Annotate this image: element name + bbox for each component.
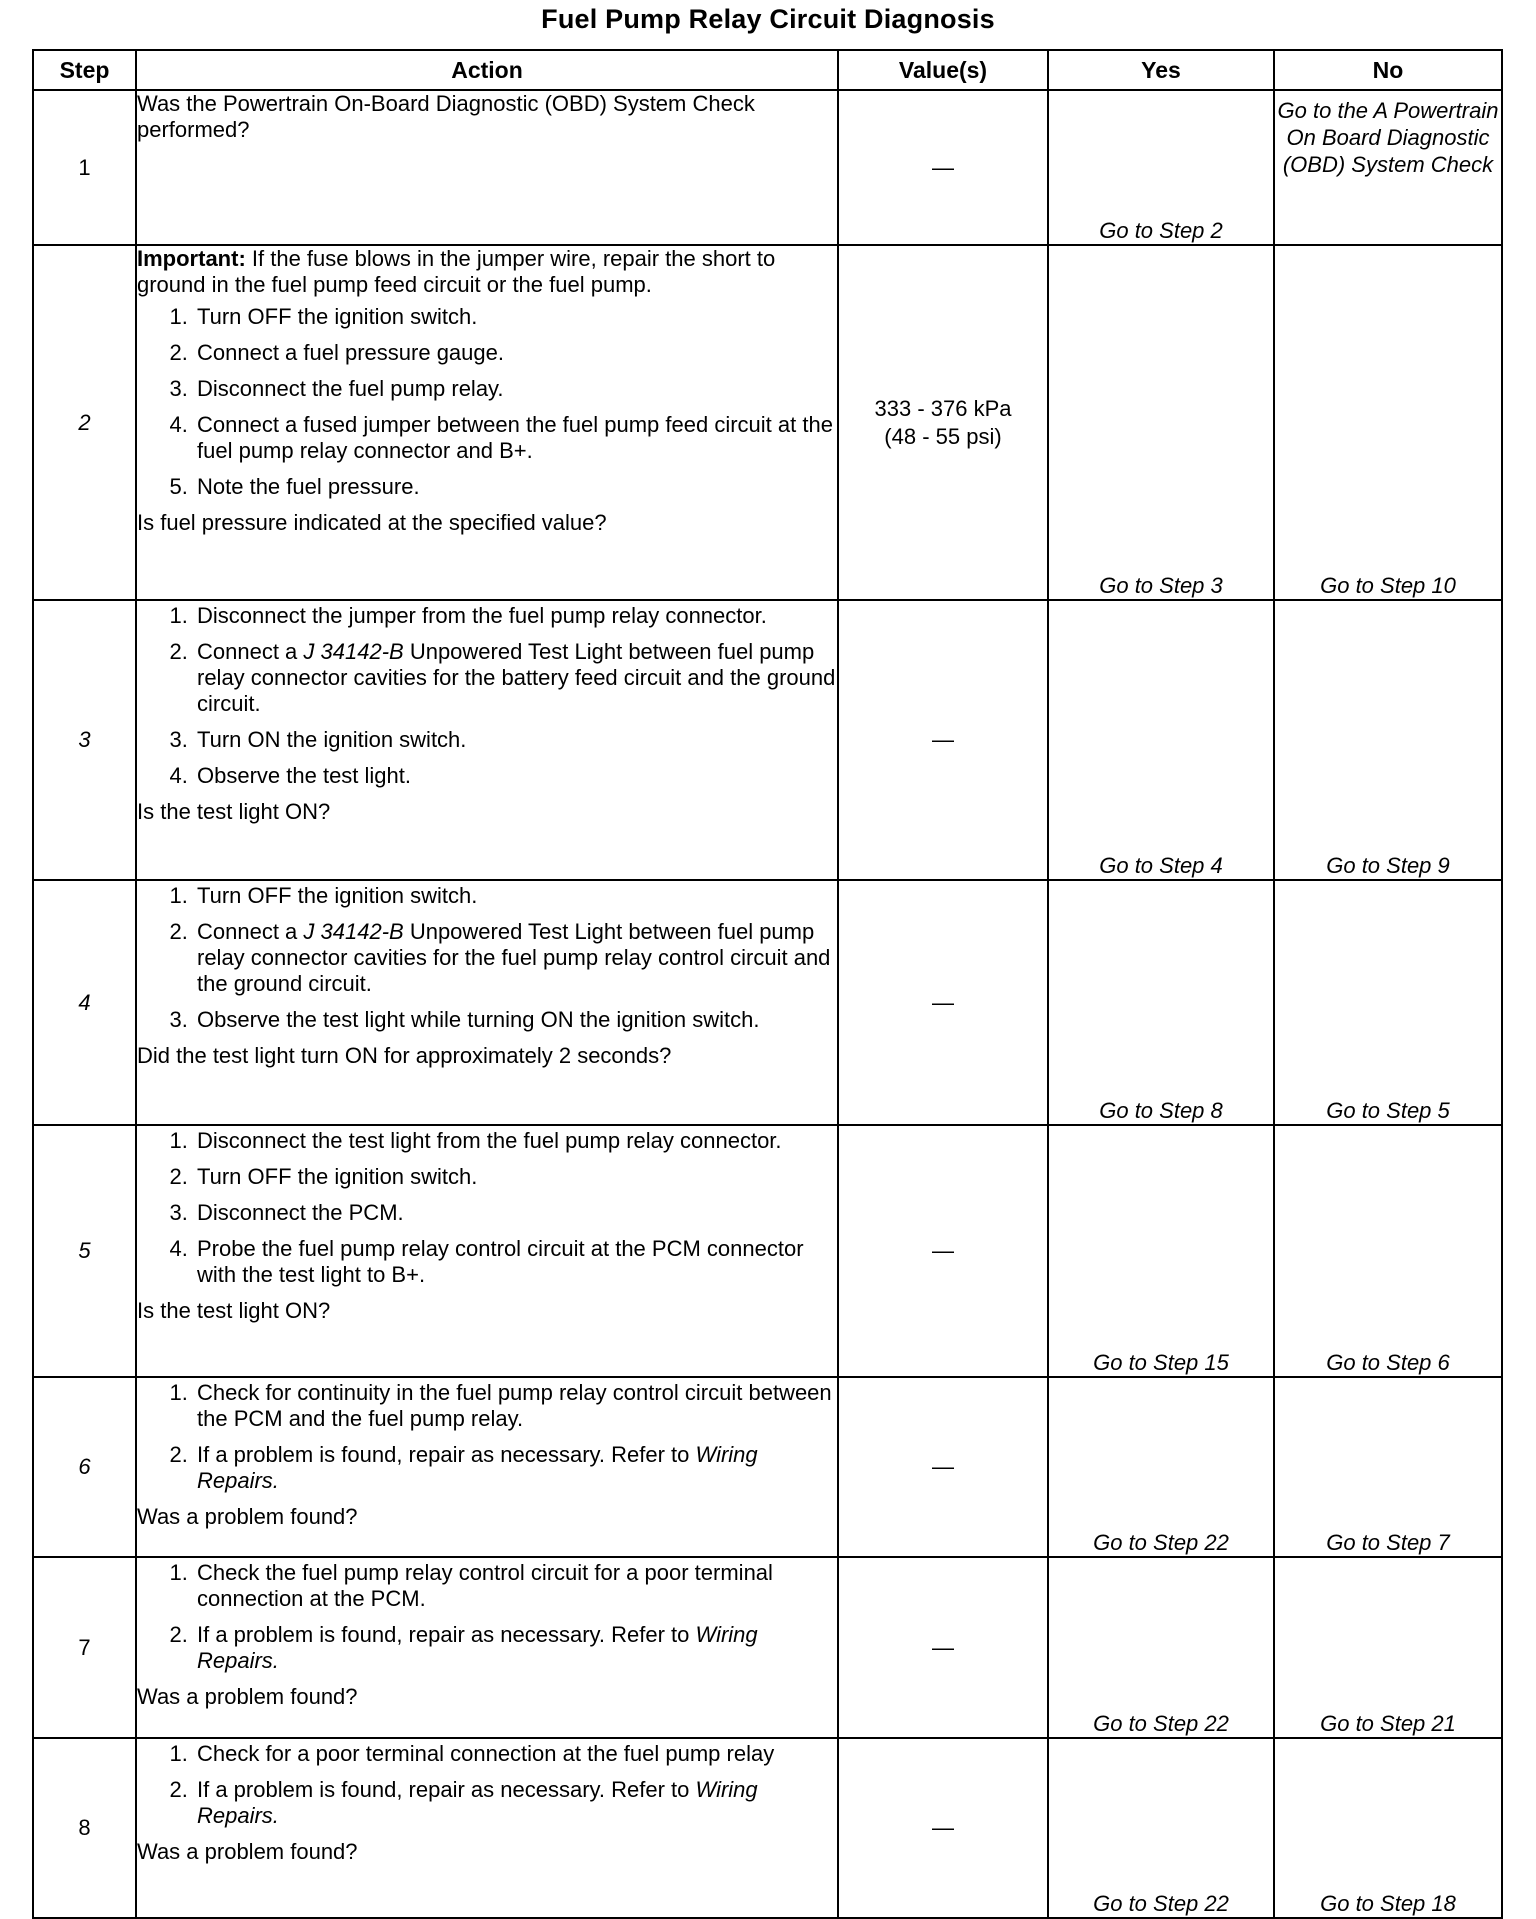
tool-number: J 34142-B — [303, 639, 404, 664]
procedure-item: 1. Turn OFF the ignition switch. — [194, 304, 837, 330]
procedure-item: 2. Connect a fuel pressure gauge. — [194, 340, 837, 366]
action-cell — [136, 600, 838, 880]
procedure-item: 3. Turn ON the ignition switch. — [194, 727, 837, 753]
table-row — [33, 1557, 1502, 1738]
procedure-item: 3. Disconnect the PCM. — [194, 1200, 837, 1226]
yes-cell: Go to Step 22 — [1048, 1557, 1274, 1738]
value-cell: — — [838, 880, 1048, 1125]
procedure-item: 2. Turn OFF the ignition switch. — [194, 1164, 837, 1190]
page-title: Fuel Pump Relay Circuit Diagnosis — [541, 4, 995, 34]
table-row — [33, 1738, 1502, 1918]
table-row — [33, 90, 1502, 245]
procedure-text: If a problem is found, repair as necessary. Refer to — [197, 1777, 696, 1802]
procedure-item — [194, 919, 837, 997]
procedure-text: Unpowered Test Light between fuel pump relay connector cavities for the fuel pump relay control circuit and the ground circuit. — [197, 919, 831, 996]
important-text: If the fuse blows in the jumper wire, repair the short to ground in the fuel pump feed circuit or the fuel pump. — [137, 246, 776, 297]
step-number: 4 — [33, 880, 136, 1125]
yes-cell: Go to Step 3 — [1048, 245, 1274, 600]
procedure-text: If a problem is found, repair as necessary. Refer to — [197, 1622, 696, 1647]
procedure-item: 3. Disconnect the fuel pump relay. — [194, 376, 837, 402]
procedure-list — [137, 304, 837, 500]
important-note — [137, 246, 837, 298]
value-psi: (48 - 55 psi) — [884, 423, 1002, 449]
header-yes: Yes — [1048, 50, 1274, 90]
header-row — [33, 50, 1502, 90]
value-cell: — — [838, 1557, 1048, 1738]
procedure-text: If a problem is found, repair as necessary. Refer to — [197, 1442, 696, 1467]
yes-cell: Go to Step 2 — [1048, 90, 1274, 245]
yes-cell: Go to Step 15 — [1048, 1125, 1274, 1377]
important-label: Important: — [137, 246, 246, 271]
action-question: Is the test light ON? — [137, 799, 331, 824]
no-cell: Go to Step 18 — [1274, 1738, 1502, 1918]
tool-number: J 34142-B — [303, 919, 404, 944]
no-cell — [1274, 90, 1502, 245]
action-question: Was a problem found? — [137, 1839, 358, 1864]
value-kpa: 333 - 376 kPa — [874, 395, 1012, 421]
step-number: 1 — [33, 90, 136, 245]
step-number: 7 — [33, 1557, 136, 1738]
yes-cell: Go to Step 8 — [1048, 880, 1274, 1125]
action-cell — [136, 1377, 838, 1557]
yes-cell: Go to Step 22 — [1048, 1377, 1274, 1557]
procedure-item: 1. Disconnect the jumper from the fuel pump relay connector. — [194, 603, 837, 629]
step-number: 2 — [33, 245, 136, 600]
procedure-item: 1. Turn OFF the ignition switch. — [194, 883, 837, 909]
header-step: Step — [33, 50, 136, 90]
value-cell: — — [838, 1738, 1048, 1918]
value-cell: — — [838, 600, 1048, 880]
action-question: Was a problem found? — [137, 1684, 358, 1709]
action-cell — [136, 880, 838, 1125]
action-question: Did the test light turn ON for approximately 2 seconds? — [137, 1043, 672, 1068]
action-question: Is the test light ON? — [137, 1298, 331, 1323]
no-cell: Go to Step 9 — [1274, 600, 1502, 880]
action-question: Is fuel pressure indicated at the specified value? — [137, 510, 607, 535]
table-row — [33, 880, 1502, 1125]
value-cell: — — [838, 90, 1048, 245]
procedure-item: 4. Observe the test light. — [194, 763, 837, 789]
procedure-item — [194, 1777, 837, 1829]
no-cell: Go to Step 5 — [1274, 880, 1502, 1125]
procedure-item: 3. Observe the test light while turning ON the ignition switch. — [194, 1007, 837, 1033]
procedure-item: 4. Connect a fused jumper between the fuel pump feed circuit at the fuel pump relay connector and B+. — [194, 412, 837, 464]
wiring-repairs-reference: Wiring Repairs. — [197, 1622, 758, 1673]
step-number: 5 — [33, 1125, 136, 1377]
wiring-repairs-reference: Wiring Repairs. — [197, 1777, 758, 1828]
procedure-item: 4. Probe the fuel pump relay control circuit at the PCM connector with the test light to B+. — [194, 1236, 837, 1288]
wiring-repairs-reference: Wiring Repairs. — [197, 1442, 758, 1493]
procedure-list — [137, 1380, 837, 1494]
procedure-item: 1. Check for a poor terminal connection at the fuel pump relay — [194, 1741, 837, 1767]
procedure-text: Connect a — [197, 919, 304, 944]
yes-cell: Go to Step 4 — [1048, 600, 1274, 880]
procedure-text: Connect a — [197, 639, 304, 664]
action-cell — [136, 1738, 838, 1918]
procedure-item: 5. Note the fuel pressure. — [194, 474, 837, 500]
procedure-list — [137, 1128, 837, 1288]
table-row — [33, 600, 1502, 880]
diagnosis-table — [32, 49, 1503, 1919]
action-cell — [136, 245, 838, 600]
procedure-list — [137, 1560, 837, 1674]
action-cell — [136, 1557, 838, 1738]
step-number: 3 — [33, 600, 136, 880]
no-cell: Go to Step 7 — [1274, 1377, 1502, 1557]
no-cell: Go to Step 10 — [1274, 245, 1502, 600]
procedure-list — [137, 603, 837, 789]
procedure-list — [137, 1741, 837, 1829]
procedure-item: 1. Check for continuity in the fuel pump relay control circuit between the PCM and the fuel pump relay. — [194, 1380, 837, 1432]
no-cell: Go to Step 6 — [1274, 1125, 1502, 1377]
header-values: Value(s) — [838, 50, 1048, 90]
header-action: Action — [136, 50, 838, 90]
table-row — [33, 1377, 1502, 1557]
procedure-text: Unpowered Test Light between fuel pump relay connector cavities for the battery feed circuit and the ground circuit. — [197, 639, 836, 716]
step-number: 8 — [33, 1738, 136, 1918]
table-row — [33, 1125, 1502, 1377]
procedure-item — [194, 1442, 837, 1494]
no-cell: Go to Step 21 — [1274, 1557, 1502, 1738]
procedure-item: 1. Disconnect the test light from the fuel pump relay connector. — [194, 1128, 837, 1154]
table-row — [33, 245, 1502, 600]
procedure-list — [137, 883, 837, 1033]
yes-cell: Go to Step 22 — [1048, 1738, 1274, 1918]
procedure-item — [194, 639, 837, 717]
value-cell: — — [838, 1377, 1048, 1557]
procedure-item: 1. Check the fuel pump relay control circuit for a poor terminal connection at the PCM. — [194, 1560, 837, 1612]
value-cell: — — [838, 1125, 1048, 1377]
action-question: Was a problem found? — [137, 1504, 358, 1529]
header-no: No — [1274, 50, 1502, 90]
action-cell — [136, 90, 838, 245]
procedure-item — [194, 1622, 837, 1674]
no-prefix: Go to the — [1277, 98, 1374, 123]
step-number: 6 — [33, 1377, 136, 1557]
action-question: Was the Powertrain On-Board Diagnostic (OBD) System Check performed? — [137, 91, 755, 142]
value-cell — [838, 245, 1048, 600]
no-reference: A Powertrain On Board Diagnostic (OBD) System Check — [1282, 98, 1499, 177]
action-cell — [136, 1125, 838, 1377]
